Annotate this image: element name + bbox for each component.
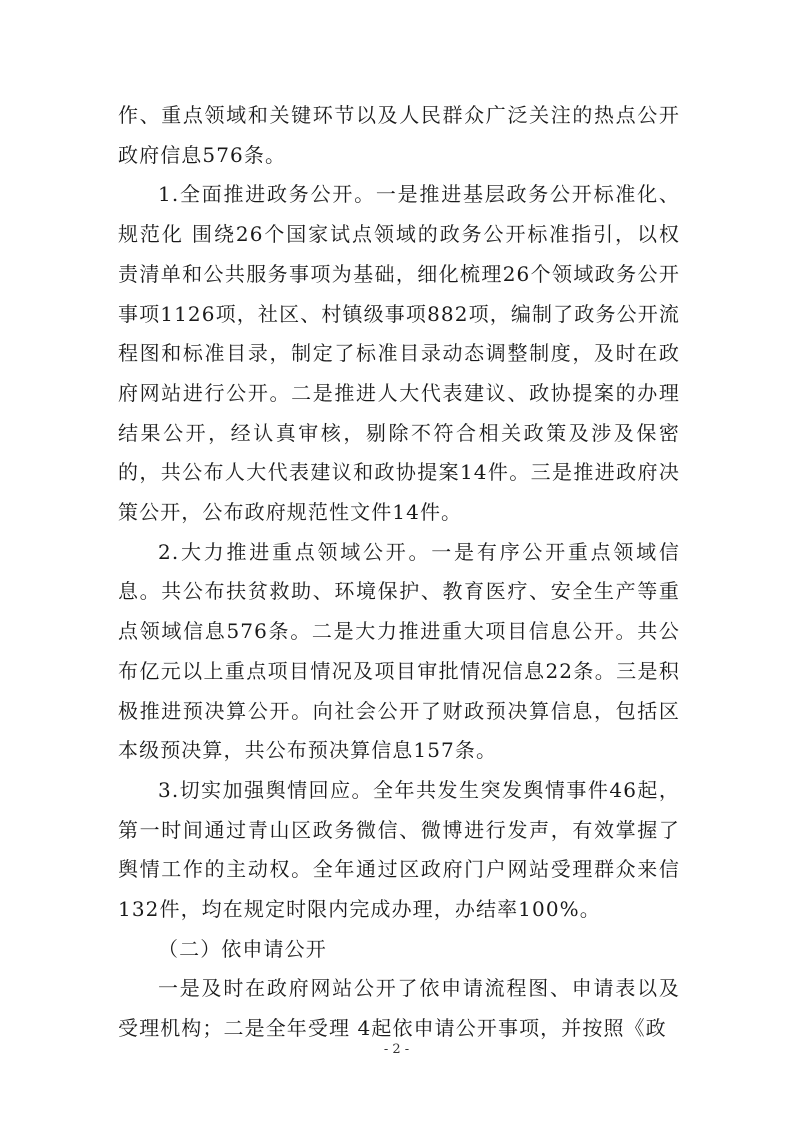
paragraph-continuation: 作、重点领域和关键环节以及人民群众广泛关注的热点公开政府信息576条。 [118, 103, 680, 167]
paragraph-public-opinion: 3.切实加强舆情回应。全年共发生突发舆情事件46起，第一时间通过青山区政务微信、微博进行发声，有效掌握了舆情工作的主动权。全年通过区政府门户网站受理群众来信132件，均在规定时限内完成办理，办结率100%。 [118, 777, 680, 922]
page-number: - 2 - [383, 1042, 410, 1057]
section-heading-application: （二）依申请公开 [158, 936, 327, 961]
document-body [118, 96, 680, 1049]
paragraph-application-disclosure: 一是及时在政府网站公开了依申请流程图、申请表以及受理机构；二是全年受理 4起依申请公开事项，并按照《政 [118, 976, 680, 1041]
paragraph-key-areas: 2.大力推进重点领域公开。一是有序公开重点领域信息。共公布扶贫救助、环境保护、教育医疗、安全生产等重点领域信息576条。二是大力推进重大项目信息公开。共公布亿元以上重点项目情况及项目审批情况信息22条。三是积极推进预决算公开。向社会公开了财政预决算信息，包括区本级预决算，共公布预决算信息157条。 [118, 539, 680, 763]
paragraph-government-affairs: 1.全面推进政务公开。一是推进基层政务公开标准化、规范化 围绕26个国家试点领域的政务公开标准指引，以权责清单和公共服务事项为基础，细化梳理26个领域政务公开事项1126项，社区、村镇级事项882项，编制了政务公开流程图和标准目录，制定了标准目录动态调整制度，及时在政府网站进行公开。二是推进人大代表建议、政协提案的办理结果公开，经认真审核，剔除不符合相关政策及涉及保密的，共公布人大代表建议和政协提案14件。三是推进政府决策公开，公布政府规范性文件14件。 [118, 182, 680, 525]
